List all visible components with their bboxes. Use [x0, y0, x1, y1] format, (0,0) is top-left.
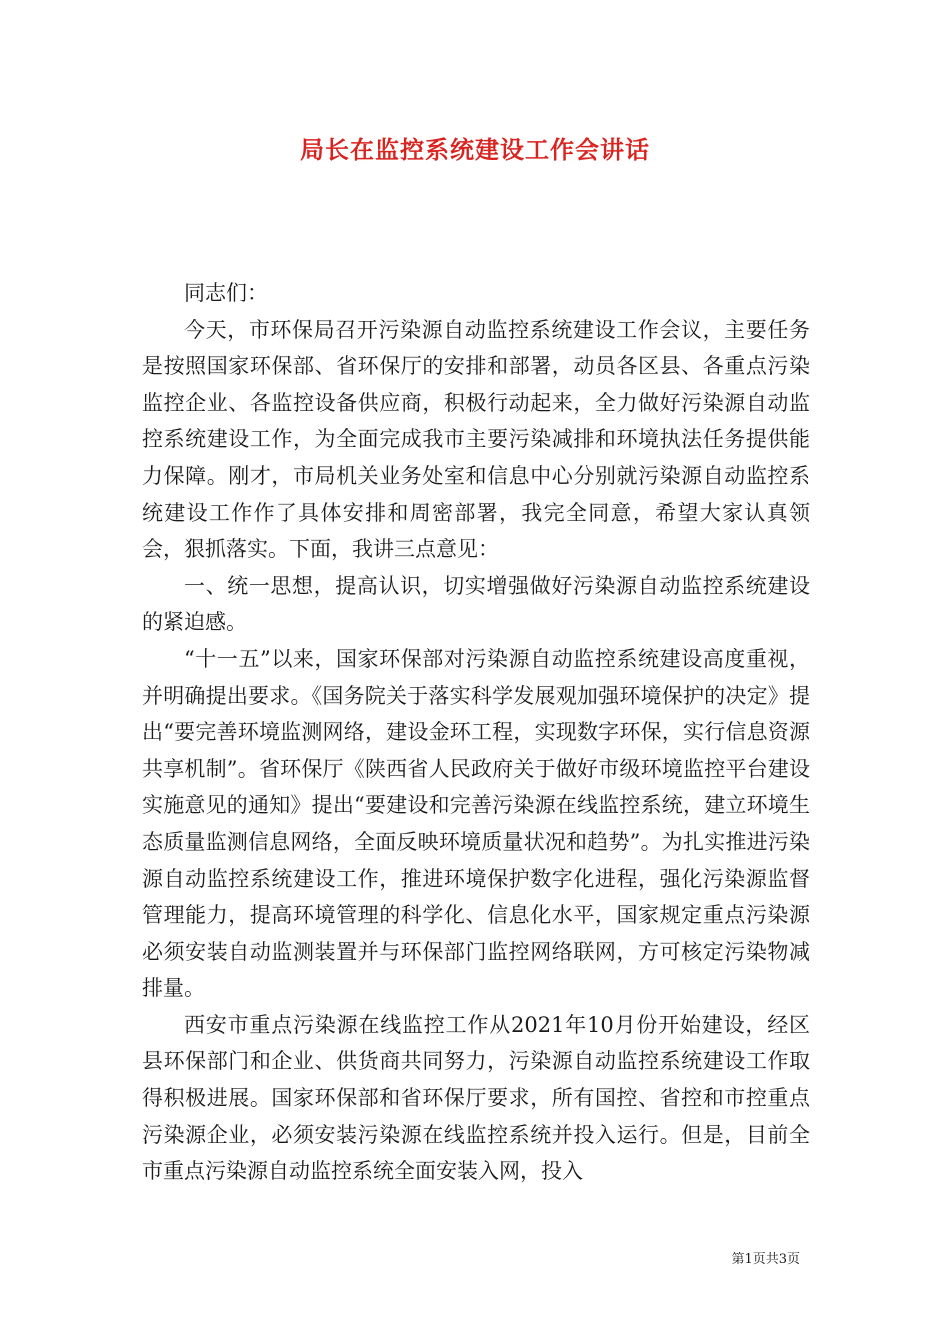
- body-paragraph: 西安市重点污染源在线监控工作从2021年10月份开始建设，经区县环保部门和企业、供货商共同努力，污染源自动监控系统建设工作取得积极进展。国家环保部和省环保厅要求，所有国控、省控和市控重点污染源企业，必须安装污染源在线监控系统并投入运行。但是，目前全市重点污染源自动监控系统全面安装入网，投入: [142, 1012, 810, 1184]
- section-heading-paragraph: 一、统一思想，提高认识，切实增强做好污染源自动监控系统建设的紧迫感。: [142, 573, 810, 635]
- salutation-paragraph: 同志们：: [184, 281, 268, 305]
- document-body: [142, 275, 810, 1190]
- body-paragraph: “十一五”以来，国家环保部对污染源自动监控系统建设高度重视，并明确提出要求。《国务院关于落实科学发展观加强环境保护的决定》提出“要完善环境监测网络，建设金环工程，实现数字环保，实行信息资源共享机制”。省环保厅《陕西省人民政府关于做好市级环境监控平台建设实施意见的通知》提出“要建设和完善污染源在线监控系统，建立环境生态质量监测信息网络，全面反映环境质量状况和趋势”。为扎实推进污染源自动监控系统建设工作，推进环境保护数字化进程，强化污染源监督管理能力，提高环境管理的科学化、信息化水平，国家规定重点污染源必须安装自动监测装置并与环保部门监控网络联网，方可核定污染物减排量。: [142, 646, 810, 1001]
- body-paragraph: 今天，市环保局召开污染源自动监控系统建设工作会议，主要任务是按照国家环保部、省环保厅的安排和部署，动员各区县、各重点污染监控企业、各监控设备供应商，积极行动起来，全力做好污染源自动监控系统建设工作，为全面完成我市主要污染减排和环境执法任务提供能力保障。刚才，市局机关业务处室和信息中心分别就污染源自动监控系统建设工作作了具体安排和周密部署，我完全同意，希望大家认真领会，狠抓落实。下面，我讲三点意见：: [142, 317, 810, 562]
- page-number-footer: 第1页共3页: [731, 1252, 800, 1267]
- document-title: 局长在监控系统建设工作会讲话: [300, 135, 650, 164]
